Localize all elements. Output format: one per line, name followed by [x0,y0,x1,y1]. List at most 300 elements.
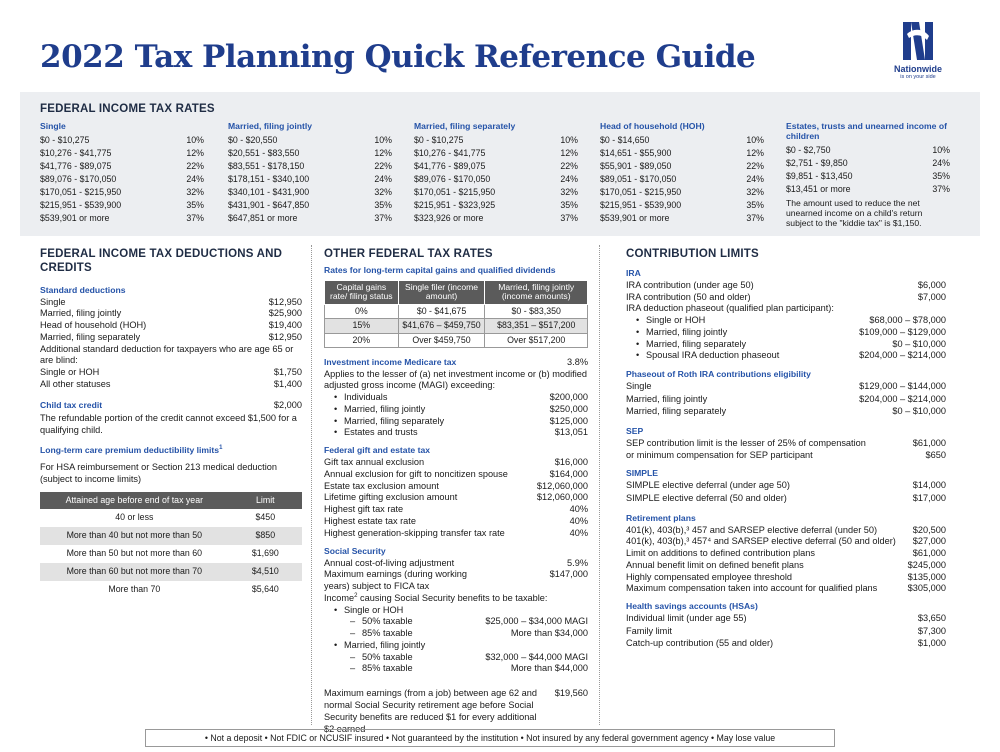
bracket: $89,076 - $170,050 [40,173,117,184]
rate-note: The amount used to reduce the net unearned income on a child's return subject to the "kiddie tax" is $1,150. [786,197,923,228]
label: All other statuses [40,378,111,389]
rate: 37% [560,212,578,223]
list-item [40,332,302,344]
list-item [324,663,588,675]
age-range: More than 50 but not more than 60 [66,548,203,559]
rate: 32% [746,186,764,197]
list-item [626,438,946,450]
value: $61,000 [912,548,946,559]
value: More than $44,000 [510,663,588,674]
list-item [626,626,946,638]
rate-row [414,148,578,161]
rate: 35% [560,199,578,210]
rate: 24% [374,173,392,184]
bracket: $41,776 - $89,075 [414,160,486,171]
rate-row [600,161,764,174]
table-row [40,581,302,599]
value: $129,000 – $144,000 [859,381,946,392]
bracket: $0 - $20,550 [228,134,278,145]
list-item [626,394,946,407]
rate: 32% [374,186,392,197]
label: • Spousal IRA deduction phaseout [626,350,779,362]
subheading: Social Security [324,545,386,556]
value: $32,000 – $44,000 MAGI [485,651,588,662]
list-item [626,292,946,304]
bracket: $215,951 - $539,900 [40,199,122,210]
value: More than $34,000 [510,628,588,639]
bracket: $340,101 - $431,900 [228,186,310,197]
label: – 85% taxable [324,663,413,675]
value: $12,950 [268,296,302,307]
label: Annual cost-of-living adjustment [324,557,455,568]
value: $135,000 [907,571,946,582]
subheading: Child tax credit [40,399,103,410]
list-item [40,379,302,391]
subheading-text: Long-term care premium deductibility limits [40,445,220,456]
bracket: $83,551 - $178,150 [228,160,305,171]
label: Married, filing separately [626,406,727,417]
list-item [626,450,946,462]
value: $68,000 – $78,000 [869,315,946,326]
list-item [626,381,946,394]
label: Single [626,381,652,392]
label: Maximum earnings (from a job) between age 62 and normal Social Security retirement age before Social Security benefits are reduced $1 for every additional $2 earned [324,688,537,734]
rate: 37% [374,212,392,223]
label: SIMPLE elective deferral (under age 50) [626,480,790,491]
bracket: $0 - $10,275 [40,134,90,145]
column-header: Capital gains rate/ filing status [325,280,399,304]
disclaimer-footer: • Not a deposit • Not FDIC or NCUSIF insured • Not guaranteed by the institution • Not insured by any federal government agency • May lose value [145,729,835,747]
value: $109,000 – $129,000 [859,326,946,337]
ltc-table [40,492,302,599]
section-heading: FEDERAL INCOME TAX RATES [40,103,215,115]
rate-row [414,213,578,226]
text-part: Income [324,592,355,603]
rate: 24% [746,173,764,184]
label: • Married, filing separately [324,416,444,428]
rate-row [228,213,392,226]
bracket: $20,551 - $83,550 [228,147,300,158]
column-title: Married, filing separately [414,121,516,131]
bracket: $647,851 or more [228,212,298,223]
list-item [324,652,588,664]
bracket: $0 - $14,650 [600,134,650,145]
list-item [324,616,588,628]
label: Married, filing jointly [626,393,708,404]
bracket: $539,901 or more [600,212,670,223]
rate-row [228,148,392,161]
age-range: More than 70 [108,584,161,595]
value: $245,000 [907,559,946,570]
list-item [626,560,946,572]
column-header: Married, filing jointly (income amounts) [485,280,588,304]
list-item [626,280,946,292]
column-header: Single filer (income amount) [398,280,485,304]
subheading [40,445,302,456]
rate-row [786,171,950,184]
rate: 12% [186,147,204,158]
column-title: Estates, trusts and unearned income of children [786,121,947,141]
value: 40% [569,527,588,538]
subheading: IRA [626,267,641,278]
label: 401(k), 403(b),³ 457 and SARSEP elective deferral (under 50) [626,524,878,535]
rate-row [786,145,950,158]
table-cell: Over $459,750 [398,333,485,347]
value: $12,950 [268,331,302,342]
label: Family limit [626,625,672,636]
rate: 12% [560,147,578,158]
label: Annual benefit limit on defined benefit plans [626,559,804,570]
bracket: $13,451 or more [786,183,851,194]
rate: 24% [560,173,578,184]
rate: 10% [560,134,578,145]
text: The refundable portion of the credit cannot exceed $1,500 for a qualifying child. [40,413,297,436]
text: IRA deduction phaseout (qualified plan participant): [626,303,834,314]
value: $2,000 [273,399,302,410]
rate-row [600,135,764,148]
label: Single or HOH [40,367,100,378]
label: 401(k), 403(b),³ 457⁴ and SARSEP elective deferral (50 and older) [626,536,896,547]
rate-row [40,187,204,200]
list-item [324,528,588,540]
deductions-section [40,248,302,599]
table-row [40,509,302,527]
column-header: Attained age before end of tax year [40,492,229,509]
list-item [626,327,946,339]
label: IRA contribution (50 and older) [626,291,751,302]
label: • Married, filing jointly [626,327,727,339]
rate-row [600,174,764,187]
value: 5.9% [567,557,588,568]
value: $16,000 [554,457,588,468]
value: $3,650 [917,613,946,624]
rate-row [600,200,764,213]
label: Single [40,296,66,307]
rate: 12% [374,147,392,158]
other-rates-section [324,248,588,735]
bracket: $14,651 - $55,900 [600,147,672,158]
bracket: $215,951 - $539,900 [600,199,682,210]
rate-row [786,184,950,197]
rate-row [414,174,578,187]
list-item [324,404,588,416]
bracket: $10,276 - $41,775 [414,147,486,158]
rate-row [600,213,764,226]
capital-gains-table [324,280,588,348]
label: or minimum compensation for SEP participant [626,449,813,460]
table-cell: $0 - $41,675 [398,305,485,319]
table-row [40,545,302,563]
list-item [626,548,946,560]
list-item [324,481,588,493]
label: Limit on additions to defined contribution plans [626,548,815,559]
rate-row [228,174,392,187]
list-item [626,493,946,506]
table-cell: $0 - $83,350 [485,305,588,319]
value: $14,000 [912,480,946,491]
rate: 24% [186,173,204,184]
label: Annual exclusion for gift to noncitizen spouse [324,468,508,479]
value: $13,051 [554,427,588,438]
column-title: Single [40,121,66,131]
value: $250,000 [549,403,588,414]
column-header: Limit [229,492,302,509]
label: – 50% taxable [324,652,413,664]
value: 3.8% [567,356,588,367]
subheading: Investment income Medicare tax [324,356,457,367]
subheading: Retirement plans [626,512,696,523]
bracket: $2,751 - $9,850 [786,157,848,168]
list-item [626,613,946,625]
value: $0 – $10,000 [892,406,946,417]
limit: $850 [229,527,302,545]
rate: 22% [560,160,578,171]
label: Highest generation-skipping transfer tax rate [324,527,505,538]
label: Maximum earnings (during working years) subject to FICA tax [324,569,467,592]
table-row [40,527,302,545]
rate: 12% [746,147,764,158]
label: Gift tax annual exclusion [324,457,425,468]
rate-row [40,200,204,213]
subheading: Phaseout of Roth IRA contributions eligibility [626,369,811,380]
list-item [626,350,946,362]
rate: 32% [186,186,204,197]
bracket: $9,851 - $13,450 [786,170,853,181]
value: $650 [925,449,946,460]
list-item [626,406,946,419]
value: $204,000 – $214,000 [859,393,946,404]
footnote-mark: 1 [219,445,223,452]
label: SIMPLE elective deferral (50 and older) [626,493,787,504]
rate-row [40,174,204,187]
value: $305,000 [907,583,946,594]
text: Applies to the lesser of (a) net investment income or (b) modified adjusted gross income (MAGI) exceeding: [324,368,587,391]
subheading: SEP [626,425,644,436]
label: Lifetime gifting exclusion amount [324,492,458,503]
subheading: SIMPLE [626,468,658,479]
label: Maximum compensation taken into account for qualified plans [626,583,878,594]
bracket: $170,051 - $215,950 [414,186,496,197]
table-row [325,319,588,333]
subheading: Federal gift and estate tax [324,445,431,456]
subheading: Standard deductions [40,284,126,295]
rate-row [600,148,764,161]
age-range: More than 40 but not more than 50 [40,527,229,545]
rate: 37% [186,212,204,223]
rate-row [414,187,578,200]
rate-row [228,161,392,174]
list-item [324,628,588,640]
limit: $450 [255,512,276,523]
rate: 37% [746,212,764,223]
footnote-mark: 2 [354,592,358,599]
bracket: $215,951 - $323,925 [414,199,496,210]
value: $12,060,000 [536,492,588,503]
rate: 10% [932,144,950,155]
table-cell: 15% [325,319,399,333]
table-cell: Over $517,200 [485,333,588,347]
list-item [40,308,302,320]
list-item [324,392,588,404]
list-item [626,583,946,595]
list-item [626,572,946,584]
table-cell: 0% [325,305,399,319]
value: $1,400 [273,378,302,389]
label: • Single or HOH [626,315,705,327]
label: Highly compensated employee threshold [626,571,792,582]
rate-row [40,213,204,226]
rate: 37% [932,183,950,194]
value: $147,000 [549,569,588,580]
rate-column [414,122,578,226]
list-item [324,427,588,439]
logo-name: Nationwide [893,64,942,74]
list-item: • Single or HOH [324,605,588,617]
rate-row [228,200,392,213]
rate: 22% [186,160,204,171]
bracket: $10,276 - $41,775 [40,147,112,158]
logo-tagline: is on your side [900,74,936,80]
label: Highest gift tax rate [324,504,404,515]
rate-column [600,122,764,226]
column-divider [599,245,600,725]
eagle-icon [883,18,953,64]
rate-row [40,161,204,174]
value: $1,750 [273,367,302,378]
rate-row [600,187,764,200]
value: $7,000 [917,291,946,302]
list-item [324,492,588,504]
section-heading: OTHER FEDERAL TAX RATES [324,248,493,260]
list-item [324,516,588,528]
list-item [40,367,302,379]
bracket: $41,776 - $89,075 [40,160,112,171]
bracket: $323,926 or more [414,212,484,223]
value: $27,000 [912,536,946,547]
list-item [626,315,946,327]
rate-row [414,161,578,174]
label: Catch-up contribution (55 and older) [626,638,774,649]
limit: $1,690 [251,548,279,559]
table-cell: $83,351 – $517,200 [485,319,588,333]
value: 40% [569,515,588,526]
text [324,593,588,605]
rate-row [414,200,578,213]
value: $19,560 [554,688,588,699]
label: SEP contribution limit is the lesser of 25% of compensation [626,437,866,448]
limit: $5,640 [251,584,279,595]
list-item [324,569,588,593]
table-row [40,563,302,581]
bracket: $89,076 - $170,050 [414,173,491,184]
rate: 35% [932,170,950,181]
rate: 35% [374,199,392,210]
rate-row [40,148,204,161]
value: 40% [569,504,588,515]
bracket: $170,051 - $215,950 [40,186,122,197]
value: $125,000 [549,415,588,426]
table-row [325,333,588,347]
rate: 35% [746,199,764,210]
rate-column [786,122,950,228]
column-divider [311,245,312,725]
table-cell: $41,676 – $459,750 [398,319,485,333]
value: $20,500 [912,524,946,535]
bracket: $0 - $10,275 [414,134,464,145]
bracket: $178,151 - $340,100 [228,173,310,184]
rate-row [228,187,392,200]
rate: 32% [560,186,578,197]
label: – 85% taxable [324,628,413,640]
contribution-limits-section [626,248,946,650]
subheading: Health savings accounts (HSAs) [626,601,758,612]
list-item [324,457,588,469]
age-range: More than 60 but not more than 70 [40,563,229,581]
rate-row [414,135,578,148]
list-item: • Married, filing jointly [324,640,588,652]
text: Additional standard deduction for taxpayers who are age 65 or are blind: [40,343,294,366]
rate: 22% [374,160,392,171]
label: • Married, filing separately [626,339,746,351]
bracket: $89,051 - $170,050 [600,173,677,184]
list-item [40,320,302,332]
list-item [40,297,302,309]
text-part: causing Social Security benefits to be taxable: [357,592,548,603]
bracket: $0 - $2,750 [786,144,831,155]
list-item [324,558,588,570]
value: $204,000 – $214,000 [859,350,946,361]
rate-column [228,122,392,226]
text: For HSA reimbursement or Section 213 medical deduction (subject to income limits) [40,462,277,484]
value: $200,000 [549,392,588,403]
label: • Individuals [324,392,387,404]
label: Individual limit (under age 55) [626,613,747,624]
bracket: $431,901 - $647,850 [228,199,310,210]
column-title: Head of household (HOH) [600,121,705,131]
value: $0 – $10,000 [892,338,946,349]
rate: 24% [932,157,950,168]
value: $12,060,000 [536,480,588,491]
rate: 10% [186,134,204,145]
label: – 50% taxable [324,616,413,628]
label: Estate tax exclusion amount [324,480,439,491]
bracket: $55,901 - $89,050 [600,160,672,171]
label: Married, filing jointly [40,308,122,319]
rate-row [228,135,392,148]
table-cell: 20% [325,333,399,347]
label: • Estates and trusts [324,427,418,439]
label: Head of household (HOH) [40,320,147,331]
column-title: Married, filing jointly [228,121,313,131]
list-item [626,480,946,493]
table-row [325,305,588,319]
rate: 10% [374,134,392,145]
rate-row [40,135,204,148]
federal-income-tax-rates [20,92,980,236]
section-heading: FEDERAL INCOME TAX DEDUCTIONS AND CREDITS [40,248,283,274]
rate: 10% [746,134,764,145]
label: Married, filing separately [40,331,141,342]
rate-row [786,158,950,171]
rate: 35% [186,199,204,210]
section-heading: CONTRIBUTION LIMITS [626,248,759,260]
limit: $4,510 [229,563,302,581]
value: $6,000 [917,279,946,290]
rate: 22% [746,160,764,171]
value: $1,000 [917,638,946,649]
label: IRA contribution (under age 50) [626,279,754,290]
list-item [626,339,946,351]
